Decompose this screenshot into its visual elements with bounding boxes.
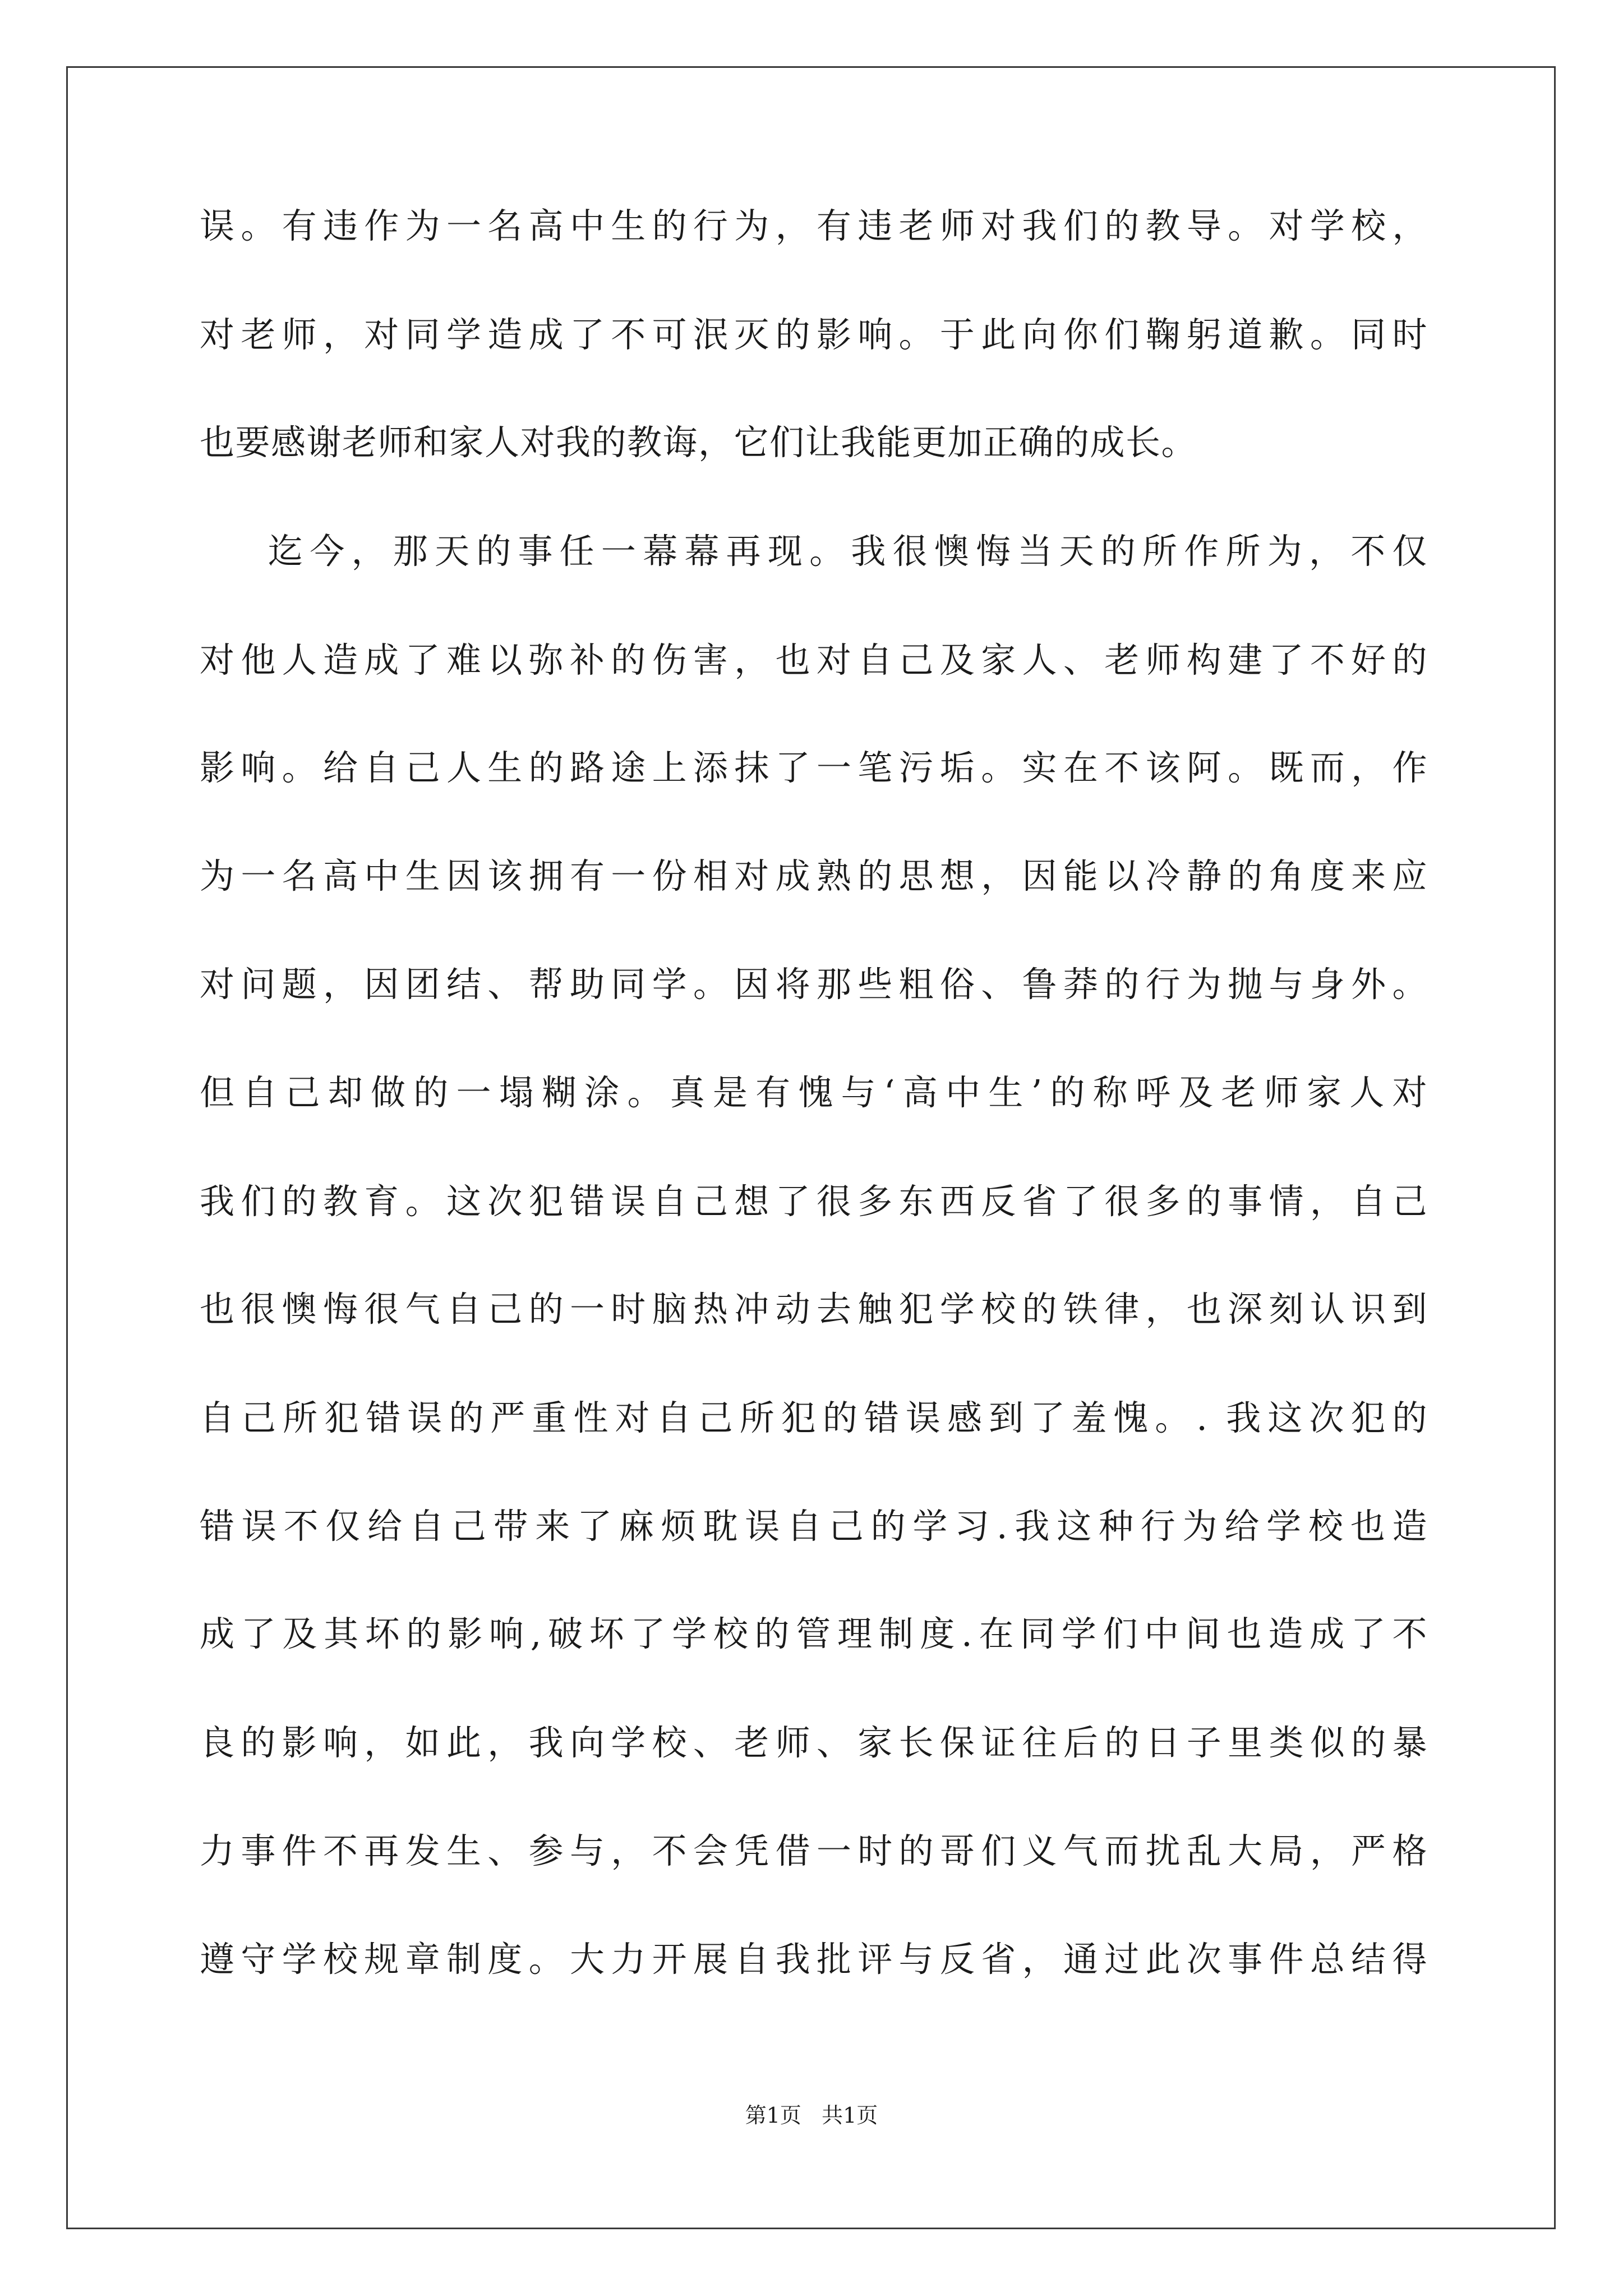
- body-line-10: 我们的教育。这次犯错误自己想了很多东西反省了很多的事情，自己: [200, 1181, 1428, 1222]
- body-line-8: 对问题，因团结、帮助同学。因将那些粗俗、鲁莽的行为抛与身外。: [200, 964, 1428, 1005]
- body-line-1: 误。有违作为一名高中生的行为，有违老师对我们的教导。对学校，: [200, 205, 1428, 246]
- body-line-5: 对他人造成了难以弥补的伤害，也对自己及家人、老师构建了不好的: [200, 639, 1428, 680]
- body-line-4: 迄今，那天的事任一幕幕再现。我很懊悔当天的所作所为，不仅: [268, 531, 1428, 572]
- body-line-3: 也要感谢老师和家人对我的教诲，它们让我能更加正确的成长。: [200, 422, 1197, 463]
- body-line-6: 影响。给自己人生的路途上添抹了一笔污垢。实在不该阿。既而，作: [200, 747, 1428, 788]
- body-line-11: 也很懊悔很气自己的一时脑热冲动去触犯学校的铁律，也深刻认识到: [200, 1289, 1428, 1329]
- body-line-15: 良的影响，如此，我向学校、老师、家长保证往后的日子里类似的暴: [200, 1722, 1428, 1763]
- body-line-14: 成了及其坏的影响,破坏了学校的管理制度.在同学们中间也造成了不: [200, 1613, 1428, 1654]
- body-line-16: 力事件不再发生、参与，不会凭借一时的哥们义气而扰乱大局，严格: [200, 1830, 1428, 1871]
- body-line-13: 错误不仅给自己带来了麻烦耽误自己的学习.我这种行为给学校也造: [200, 1506, 1428, 1547]
- body-line-7: 为一名高中生因该拥有一份相对成熟的思想，因能以冷静的角度来应: [200, 855, 1428, 896]
- body-line-9: 但自己却做的一塌糊涂。真是有愧与‘高中生’的称呼及老师家人对: [200, 1072, 1428, 1113]
- page-footer: 第1页 共1页: [745, 2103, 878, 2128]
- body-line-12: 自己所犯错误的严重性对自己所犯的错误感到了羞愧。. 我这次犯的: [200, 1397, 1428, 1438]
- page-border: [66, 66, 1556, 2229]
- body-line-17: 遵守学校规章制度。大力开展自我批评与反省，通过此次事件总结得: [200, 1939, 1428, 1980]
- body-line-2: 对老师，对同学造成了不可泯灭的影响。于此向你们鞠躬道歉。同时: [200, 314, 1428, 355]
